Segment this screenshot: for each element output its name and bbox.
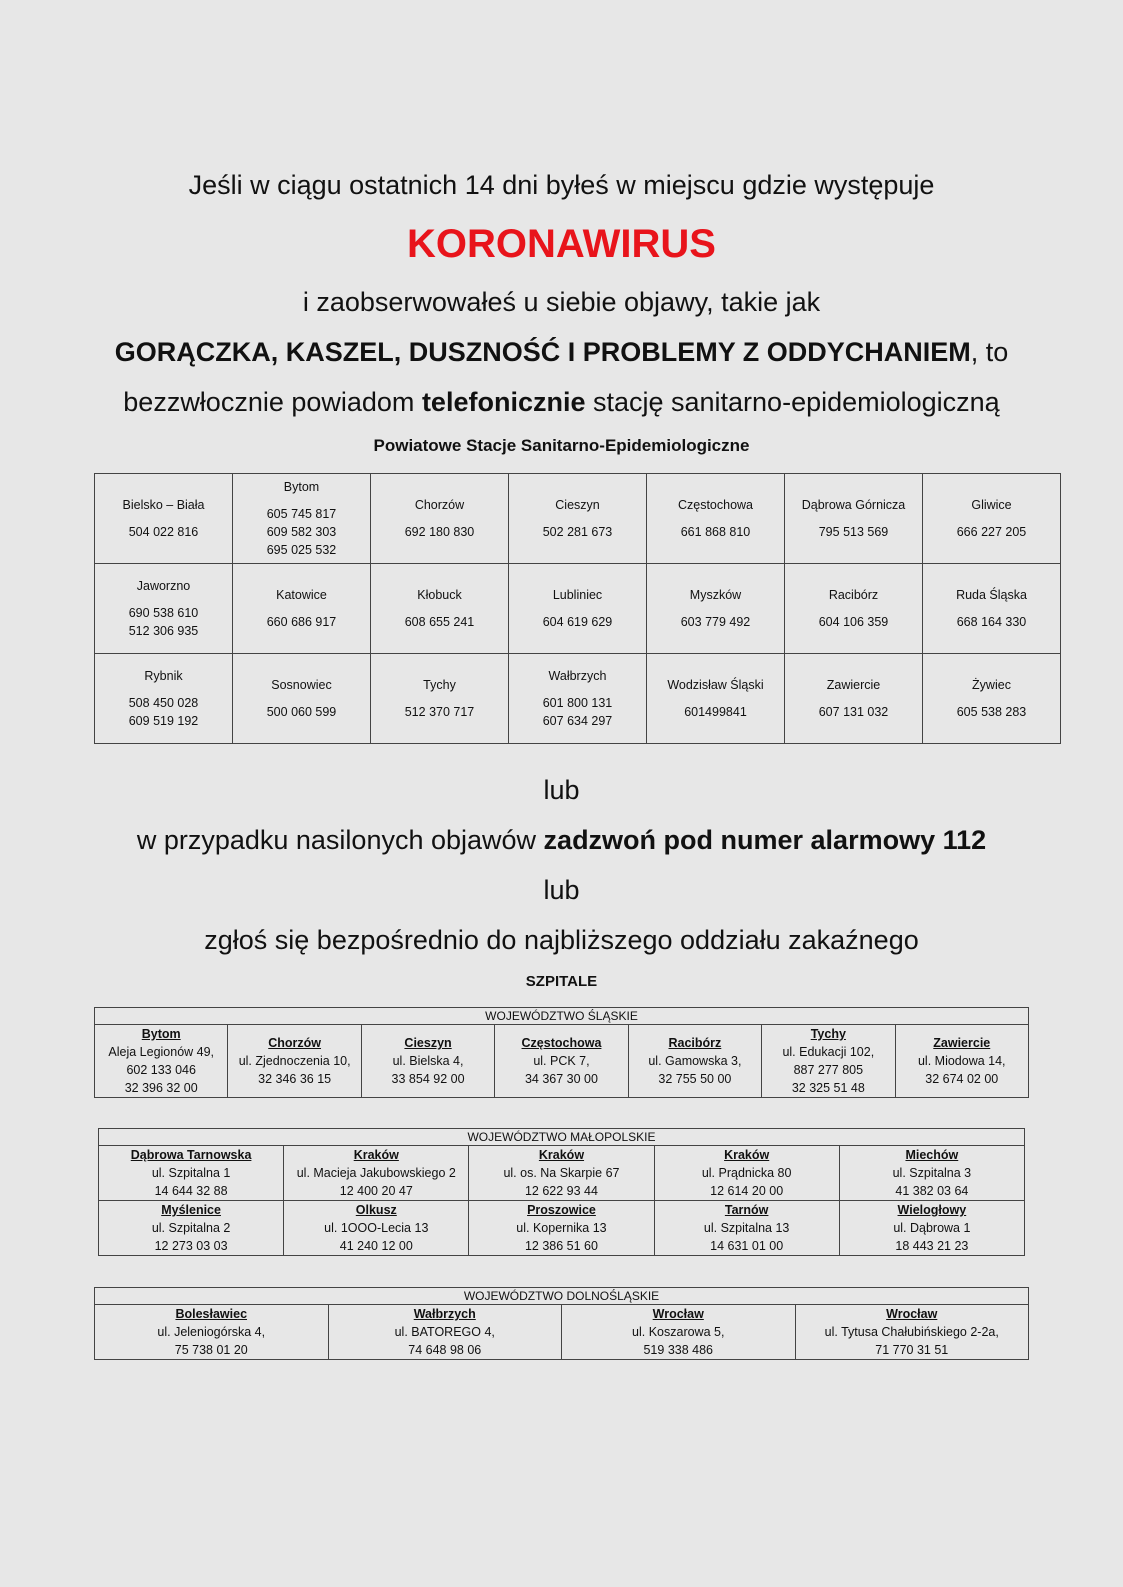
station-city: Sosnowiec [271, 678, 332, 692]
hospital-detail: ul. Koszarowa 5, [632, 1325, 725, 1339]
hospital-city: Kraków [724, 1148, 770, 1162]
station-cell [233, 564, 371, 654]
station-city: Częstochowa [677, 498, 754, 512]
station-phone: 607 131 032 [818, 705, 889, 719]
table-header-row [95, 1288, 1029, 1305]
hospital-city: Myślenice [161, 1203, 221, 1217]
station-phone: 601 800 131 [542, 696, 613, 710]
table-row [95, 1025, 1029, 1098]
hospital-city: Cieszyn [404, 1036, 452, 1050]
hospital-detail: ul. BATOREGO 4, [394, 1325, 495, 1339]
hospital-detail: ul. Kopernika 13 [516, 1221, 607, 1235]
station-cell [509, 474, 647, 564]
hospital-cell [654, 1146, 839, 1201]
hospital-detail: ul. Edukacji 102, [782, 1045, 875, 1059]
hospital-cell [469, 1201, 654, 1256]
alarm-pre: w przypadku nasilonych objawów [136, 825, 544, 855]
hospital-city: Miechów [905, 1148, 959, 1162]
hospital-detail: 34 367 30 00 [524, 1072, 598, 1086]
station-cell [371, 654, 509, 744]
hospital-detail: Aleja Legionów 49, [108, 1045, 215, 1059]
or-text: lub [543, 775, 580, 805]
hospital-detail: ul. Tytusa Chałubińskiego 2-2a, [824, 1325, 999, 1339]
station-phone: 690 538 610 [128, 606, 199, 620]
station-city: Dąbrowa Górnicza [801, 498, 906, 512]
station-cell [371, 564, 509, 654]
notify-pre: bezzwłocznie powiadom [123, 387, 422, 417]
hospital-detail: 14 644 32 88 [154, 1184, 228, 1198]
hospital-detail: ul. Miodowa 14, [917, 1054, 1006, 1068]
hospital-cell [839, 1146, 1024, 1201]
hospital-detail: 41 382 03 64 [895, 1184, 969, 1198]
table-header-row [99, 1129, 1025, 1146]
station-phone: 668 164 330 [956, 615, 1027, 629]
station-cell [95, 474, 233, 564]
station-city: Kłobuck [417, 588, 462, 602]
station-city: Gliwice [971, 498, 1012, 512]
intro-line: Jeśli w ciągu ostatnich 14 dni byłeś w miejscu gdzie występuje [188, 170, 935, 200]
hospital-detail: 32 755 50 00 [658, 1072, 732, 1086]
hospital-city: Tychy [810, 1027, 846, 1041]
hospital-cell [562, 1305, 796, 1360]
symptoms-list: GORĄCZKA, KASZEL, DUSZNOŚĆ I PROBLEMY Z ODDYCHANIEM [114, 337, 971, 367]
hospitals-table-malopolskie [98, 1128, 1025, 1256]
hospital-detail: ul. Macieja Jakubowskiego 2 [296, 1166, 456, 1180]
hospital-cell [99, 1146, 284, 1201]
hospital-cell [99, 1201, 284, 1256]
station-phone: 661 868 810 [680, 525, 751, 539]
station-phone: 608 655 241 [404, 615, 475, 629]
station-phone: 609 519 192 [128, 714, 199, 728]
hospital-detail: 12 614 20 00 [710, 1184, 784, 1198]
hospital-detail: 32 396 32 00 [124, 1081, 198, 1095]
hospital-city: Wrocław [652, 1307, 704, 1321]
station-city: Wodzisław Śląski [667, 678, 764, 692]
table-header-row [95, 1008, 1029, 1025]
alarm-line [0, 825, 1123, 856]
symptoms-intro: i zaobserwowałeś u siebie objawy, takie jak [302, 287, 821, 317]
hospital-detail: ul. Bielska 4, [392, 1054, 464, 1068]
hospital-detail: 602 133 046 [126, 1063, 196, 1077]
station-phone: 695 025 532 [266, 543, 337, 557]
hospital-detail: ul. Szpitalna 3 [892, 1166, 972, 1180]
hospital-detail: 33 854 92 00 [391, 1072, 465, 1086]
hospital-detail: 12 400 20 47 [339, 1184, 413, 1198]
hospital-detail: 74 648 98 06 [408, 1343, 482, 1357]
station-phone: 609 582 303 [266, 525, 337, 539]
station-city: Bielsko – Biała [122, 498, 205, 512]
station-phone: 666 227 205 [956, 525, 1027, 539]
hospital-detail: ul. Szpitalna 13 [703, 1221, 790, 1235]
notify-bold: telefonicznie [421, 387, 586, 417]
station-cell [233, 654, 371, 744]
hospital-city: Chorzów [268, 1036, 322, 1050]
hospital-city: Olkusz [355, 1203, 397, 1217]
hospital-detail: ul. Dąbrowa 1 [893, 1221, 971, 1235]
hospital-cell [839, 1201, 1024, 1256]
station-city: Myszków [689, 588, 742, 602]
table-row [95, 654, 1061, 744]
station-cell [509, 564, 647, 654]
hospital-cell [228, 1025, 361, 1098]
station-city: Jaworzno [136, 579, 191, 593]
station-cell [923, 564, 1061, 654]
hospital-detail: 14 631 01 00 [710, 1239, 784, 1253]
hospital-cell [328, 1305, 562, 1360]
station-cell [371, 474, 509, 564]
or-text: lub [543, 875, 580, 905]
hospital-city: Zawiercie [933, 1036, 991, 1050]
station-phone: 605 538 283 [956, 705, 1027, 719]
station-city: Bytom [283, 480, 320, 494]
hospital-detail: 519 338 486 [643, 1343, 713, 1357]
symptoms-suffix: , to [970, 337, 1009, 367]
hospital-detail: ul. Szpitalna 1 [151, 1166, 231, 1180]
hospital-detail: ul. Jeleniogórska 4, [157, 1325, 266, 1339]
hospital-cell [284, 1201, 469, 1256]
hospital-cell [654, 1201, 839, 1256]
table-row [95, 564, 1061, 654]
hospital-cell [628, 1025, 761, 1098]
hospital-detail: ul. Gamowska 3, [648, 1054, 742, 1068]
station-phone: 500 060 599 [266, 705, 337, 719]
ward-line: zgłoś się bezpośrednio do najbliższego oddziału zakaźnego [204, 925, 919, 955]
table-row [95, 474, 1061, 564]
station-phone: 504 022 816 [128, 525, 199, 539]
station-city: Żywiec [972, 678, 1011, 692]
hospital-city: Dąbrowa Tarnowska [130, 1148, 252, 1162]
station-cell [647, 654, 785, 744]
hospitals-table-dolnoslaskie [94, 1287, 1029, 1360]
hospitals-table-slaskie [94, 1007, 1029, 1098]
hospital-detail: 32 346 36 15 [258, 1072, 332, 1086]
station-city: Wałbrzych [548, 669, 607, 683]
hospital-detail: 18 443 21 23 [895, 1239, 969, 1253]
hospital-city: Bolesławiec [175, 1307, 248, 1321]
hospital-city: Kraków [538, 1148, 585, 1162]
stations-table [94, 473, 1061, 744]
hospital-detail: ul. os. Na Skarpie 67 [503, 1166, 620, 1180]
station-cell [95, 564, 233, 654]
hospital-city: Bytom [141, 1027, 181, 1041]
station-phone: 660 686 917 [266, 615, 337, 629]
hospital-city: Częstochowa [521, 1036, 602, 1050]
hospital-detail: 41 240 12 00 [339, 1239, 413, 1253]
hospital-cell [95, 1305, 329, 1360]
station-city: Ruda Śląska [956, 588, 1027, 602]
hospital-city: Wrocław [886, 1307, 938, 1321]
station-city: Tychy [423, 678, 456, 692]
hospital-detail: 12 386 51 60 [524, 1239, 598, 1253]
hospital-detail: ul. Szpitalna 2 [151, 1221, 231, 1235]
station-cell [95, 654, 233, 744]
station-city: Katowice [276, 588, 327, 602]
station-phone: 508 450 028 [128, 696, 199, 710]
region-header: WOJEWÓDZTWO DOLNOŚLĄSKIE [95, 1288, 1029, 1305]
hospital-detail: ul. PCK 7, [533, 1054, 590, 1068]
station-phone: 512 370 717 [404, 705, 475, 719]
station-cell [923, 474, 1061, 564]
station-phone: 604 619 629 [542, 615, 613, 629]
station-phone: 607 634 297 [542, 714, 613, 728]
hospital-city: Racibórz [668, 1036, 722, 1050]
hospital-cell [95, 1025, 228, 1098]
station-city: Zawiercie [826, 678, 881, 692]
hospital-detail: ul. Zjednoczenia 10, [238, 1054, 351, 1068]
station-cell [785, 564, 923, 654]
table-row [99, 1146, 1025, 1201]
station-phone: 795 513 569 [818, 525, 889, 539]
table-row [99, 1201, 1025, 1256]
alarm-bold: zadzwoń pod numer alarmowy 112 [543, 825, 987, 855]
hospital-detail: 12 622 93 44 [524, 1184, 598, 1198]
hospital-cell [895, 1025, 1028, 1098]
hospital-detail: 12 273 03 03 [154, 1239, 228, 1253]
hospital-detail: ul. 1OOO-Lecia 13 [324, 1221, 429, 1235]
station-cell [785, 474, 923, 564]
hospital-city: Wielogłowy [897, 1203, 967, 1217]
headline: KORONAWIRUS [407, 222, 716, 266]
hospital-detail: 32 325 51 48 [791, 1081, 865, 1095]
table-row [95, 1305, 1029, 1360]
station-phone: 603 779 492 [680, 615, 751, 629]
station-phone: 605 745 817 [266, 507, 337, 521]
station-city: Lubliniec [552, 588, 603, 602]
hospital-cell [284, 1146, 469, 1201]
station-cell [923, 654, 1061, 744]
station-cell [647, 564, 785, 654]
station-city: Racibórz [828, 588, 879, 602]
hospital-detail: 887 277 805 [793, 1063, 864, 1077]
station-phone: 601499841 [684, 705, 747, 719]
hospital-detail: 71 770 31 51 [875, 1343, 949, 1357]
hospital-city: Wałbrzych [413, 1307, 476, 1321]
symptoms-line [0, 337, 1123, 368]
hospital-cell [762, 1025, 895, 1098]
station-cell [233, 474, 371, 564]
station-phone: 692 180 830 [404, 525, 475, 539]
region-header: WOJEWÓDZTWO ŚLĄSKIE [95, 1008, 1029, 1025]
station-cell [785, 654, 923, 744]
stations-title: Powiatowe Stacje Sanitarno-Epidemiologiczne [373, 436, 750, 455]
hospitals-title: SZPITALE [525, 973, 598, 990]
station-city: Rybnik [144, 669, 183, 683]
region-header: WOJEWÓDZTWO MAŁOPOLSKIE [99, 1129, 1025, 1146]
hospital-cell [361, 1025, 494, 1098]
hospital-city: Tarnów [724, 1203, 769, 1217]
hospital-detail: 32 674 02 00 [925, 1072, 999, 1086]
station-cell [647, 474, 785, 564]
hospital-cell [795, 1305, 1029, 1360]
notify-post: stację sanitarno-epidemiologiczną [585, 387, 1000, 417]
hospital-city: Kraków [353, 1148, 399, 1162]
hospital-detail: 75 738 01 20 [174, 1343, 248, 1357]
station-city: Chorzów [414, 498, 465, 512]
hospital-detail: ul. Prądnicka 80 [701, 1166, 792, 1180]
station-cell [509, 654, 647, 744]
station-phone: 604 106 359 [818, 615, 889, 629]
station-city: Cieszyn [555, 498, 600, 512]
hospital-cell [495, 1025, 628, 1098]
station-phone: 512 306 935 [128, 624, 199, 638]
hospital-city: Proszowice [527, 1203, 596, 1217]
notify-line [0, 387, 1123, 418]
station-phone: 502 281 673 [542, 525, 613, 539]
hospital-cell [469, 1146, 654, 1201]
